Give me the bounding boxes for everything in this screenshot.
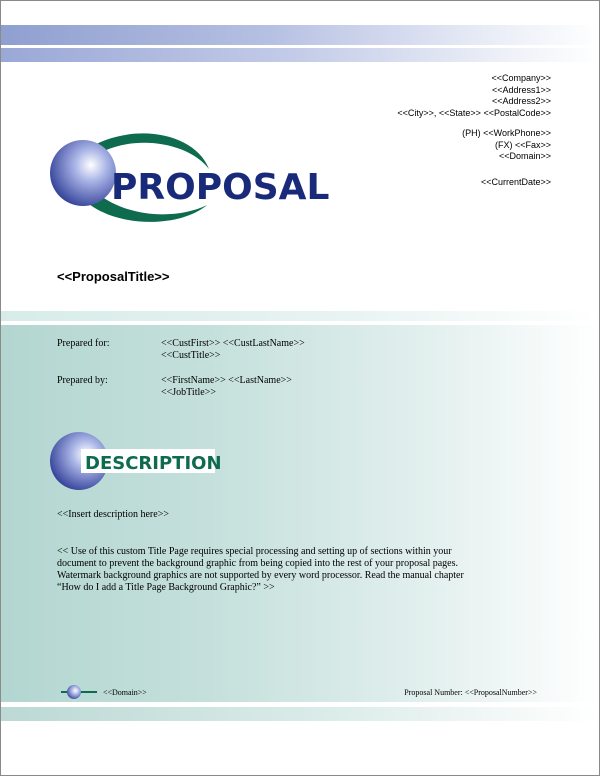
footer-sphere-icon	[61, 685, 97, 704]
domain-text: <<Domain>>	[498, 151, 551, 161]
customer-name: <<CustFirst>> <<CustLastName>>	[161, 338, 305, 349]
phone-number: (PH) <<WorkPhone>>	[462, 128, 551, 138]
description-placeholder: <<Insert description here>>	[57, 509, 169, 520]
header-gradient-bar	[1, 25, 599, 45]
address-line-2: <<Address2>>	[491, 96, 551, 106]
address-line-1: <<Address1>>	[491, 84, 551, 95]
note-line-2: document to prevent the background graphic from being copied into the rest of your proposal pages.	[57, 558, 458, 569]
logo-wordmark: PROPOSAL	[111, 167, 330, 208]
city-state-zip: <<City>>, <<State>> <<PostalCode>>	[397, 107, 551, 118]
footer-divider-band	[1, 707, 599, 721]
company-address-block	[397, 73, 551, 188]
note-line-3: Watermark background graphics are not supported by every word processor. Read the manual chapter	[57, 570, 464, 581]
proposal-title: <<ProposalTitle>>	[57, 269, 170, 284]
prepared-for-label: Prepared for:	[57, 338, 110, 349]
customer-title: <<CustTitle>>	[161, 350, 221, 361]
company-name: <<Company>>	[491, 73, 551, 83]
note-line-4: “How do I add a Title Page Background Graphic?” >>	[57, 582, 275, 593]
fax-number: (FX) <<Fax>>	[494, 139, 551, 150]
preparer-name: <<FirstName>> <<LastName>>	[161, 375, 292, 386]
note-line-1: << Use of this custom Title Page requires special processing and setting up of sections within your	[57, 546, 452, 557]
description-heading-graphic	[49, 431, 229, 493]
teal-divider-band	[1, 311, 599, 321]
prepared-by-label: Prepared by:	[57, 375, 108, 386]
footer-proposal-number: Proposal Number: <<ProposalNumber>>	[404, 688, 537, 697]
proposal-logo	[49, 129, 339, 229]
sphere-icon	[50, 140, 116, 206]
footer-domain: <<Domain>>	[103, 688, 147, 697]
header-gradient-bar-lower	[1, 48, 599, 62]
description-heading: DESCRIPTION	[85, 453, 222, 474]
title-page-note	[57, 546, 517, 594]
preparer-title: <<JobTitle>>	[161, 387, 216, 398]
current-date: <<CurrentDate>>	[480, 176, 551, 187]
